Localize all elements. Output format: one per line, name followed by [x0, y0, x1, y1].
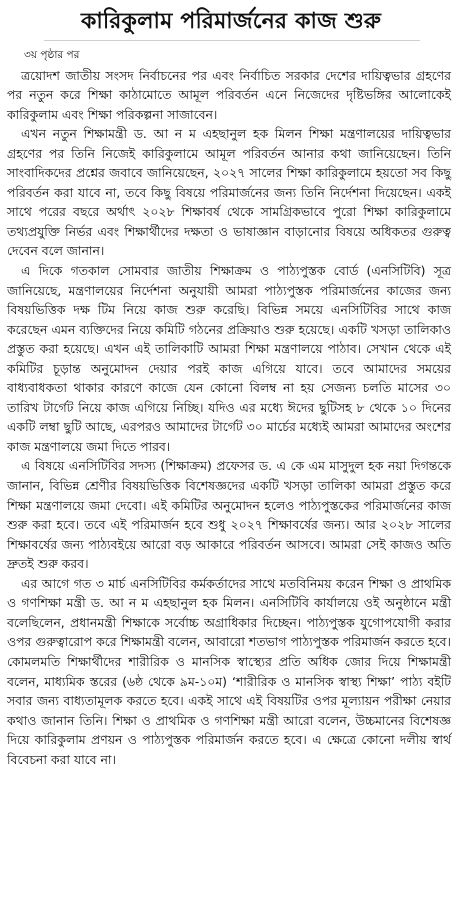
article-headline: কারিকুলাম পরিমার্জনের কাজ শুরু	[80, 9, 382, 34]
continued-from-label: ৩য় পৃষ্ঠার পর	[24, 49, 80, 61]
article-paragraph-2: এখন নতুন শিক্ষামন্ত্রী ড. আ ন ম এহছানুল হক মিলন শিক্ষা মন্ত্রণালয়ের দায়িত্বভার গ্রহণের পর তিনি নিজেই কারিকুলামে আমূল পরিবর্তন আনার কথা জানিয়েছেন। তিনি সাংবাদিকদের প্রশ্নের জবাবে জানিয়েছেন, ২০২৭ সালের শিক্ষা কারিকুলামে হয়তো সব কিছু পরিবর্তন করা যাবে না, তবে কিছু বিষয়ে পরিমার্জনের জন্য তিনি নির্দেশনা দিয়েছেন। একই সাথে পরের বছরে অর্থাৎ ২০২৮ শিক্ষাবর্ষ থেকে সামগ্রিকভাবে পুরো শিক্ষা কারিকুলামে তথ্যপ্রযুক্তি নির্ভর এবং শিক্ষার্থীদের দক্ষতা ও ভাষাজ্ঞান বাড়ানোর বিষয়ে অধিকতর গুরুত্ব দেবেন বলে জানান।	[7, 126, 451, 259]
headline-divider	[44, 40, 420, 41]
article-paragraph-1: ত্রয়োদশ জাতীয় সংসদ নির্বাচনের পর এবং নির্বাচিত সরকার দেশের দায়িত্বভার গ্রহণের পর নতুন করে শিক্ষা কাঠামোতে আমূল পরিবর্তন এনে নিজেদের দৃষ্টিভঙ্গির আলোকেই কারিকুলাম এবং শিক্ষা পরিকল্পনা সাজাবেন।	[7, 67, 451, 122]
article-paragraph-4: এ বিষয়ে এনসিটিবির সদস্য (শিক্ষাক্রম) প্রফেসর ড. এ কে এম মাসুদুল হক নয়া দিগন্তকে জানান, বিভিন্ন শ্রেণীর বিষয়ভিত্তিক বিশেষজ্ঞদের একটি খসড়া তালিকা আমরা প্রস্তুত করে শিক্ষা মন্ত্রণালয়ে জমা দেবো। এই কমিটির অনুমোদন হলেও পাঠ্যপুস্তকের পরিমার্জনের কাজ শুরু করা হবে। তবে এই পরিমার্জন হবে শুধু ২০২৭ শিক্ষাবর্ষের জন্য। আর ২০২৮ সালের শিক্ষাবর্ষের জন্য পাঠ্যবইয়ে আরো বড় আকারে পরিবর্তন আসবে। আমরা সেই কাজও অতি দ্রুতই শুরু করব।	[7, 458, 451, 572]
article-paragraph-3: এ দিকে গতকাল সোমবার জাতীয় শিক্ষাক্রম ও পাঠ্যপুস্তক বোর্ড (এনসিটিবি) সূত্র জানিয়েছে, মন্ত্রণালয়ের নির্দেশনা অনুযায়ী আমরা পাঠ্যপুস্তক পরিমার্জনের কাজের জন্য বিষয়ভিত্তিক দক্ষ টিম নিয়ে কাজ শুরু করেছি। বিভিন্ন সময়ে এনসিটিবির সাথে কাজ করেছেন এমন ব্যক্তিদের নিয়ে কমিটি গঠনের প্রক্রিয়াও শুরু হয়েছে। একটি খসড়া তালিকাও প্রস্তুত করা হয়েছে। এখন এই তালিকাটি আমরা শিক্ষা মন্ত্রণালয়ে পাঠাব। সেখান থেকে এই কমিটির চূড়ান্ত অনুমোদন দেয়ার পরই কাজ এগিয়ে যাবে। তবে আমাদের সময়ের বাধ্যবাধকতা থাকার কারণে কাজে যেন কোনো বিলম্ব না হয় সেজন্য চলতি মাসের ৩০ তারিখ টার্গেট নিয়ে কাজ এগিয়ে নিচ্ছি। যদিও এর মধ্যে ঈদের ছুটিসহ ৮ থেকে ১০ দিনের একটি লম্বা ছুটি আছে, এরপরও আমাদের টার্গেট ৩০ মার্চের মধ্যেই আমরা আমাদের অংশের কাজ মন্ত্রণালয়ে জমা দিতে পারব।	[7, 263, 451, 454]
article-paragraph-5: এর আগে গত ৩ মার্চ এনসিটিবির কর্মকর্তাদের সাথে মতবিনিময় করেন শিক্ষা ও প্রাথমিক ও গণশিক্ষা মন্ত্রী ড. আ ন ম এহছানুল হক মিলন। এনসিটিবি কার্যালয়ে ওই অনুষ্ঠানে মন্ত্রী বলেছিলেন, প্রধানমন্ত্রী শিক্ষাকে সর্বোচ্চ অগ্রাধিকার দিচ্ছেন। পাঠ্যপুস্তক যুগোপযোগী করার ওপর গুরুত্বারোপ করে শিক্ষামন্ত্রী বলেন, আবারো শতভাগ পাঠ্যপুস্তক পরিমার্জন করতে হবে। কোমলমতি শিক্ষার্থীদের শারীরিক ও মানসিক স্বাস্থ্যের প্রতি অধিক জোর দিয়ে শিক্ষামন্ত্রী বলেন, মাধ্যমিক স্তরের (৬ষ্ঠ থেকে ৯ম-১০ম) ‘শারীরিক ও মানসিক স্বাস্থ্য শিক্ষা’ পাঠ্য বইটি সবার জন্য বাধ্যতামূলক করতে হবে। একই সাথে এই বিষয়টির ওপর মূল্যায়ন পরীক্ষা নেয়ার কথাও জানান তিনি। শিক্ষা ও প্রাথমিক ও গণশিক্ষা মন্ত্রী আরো বলেন, উচ্চমানের বিশেষজ্ঞ দিয়ে কারিকুলাম প্রণয়ন ও পাঠ্যপুস্তক পরিমার্জন করতে হবে। এ ক্ষেত্রে কোনো দলীয় স্বার্থ বিবেচনা করা যাবে না।	[7, 575, 451, 767]
article-body	[7, 46, 451, 769]
